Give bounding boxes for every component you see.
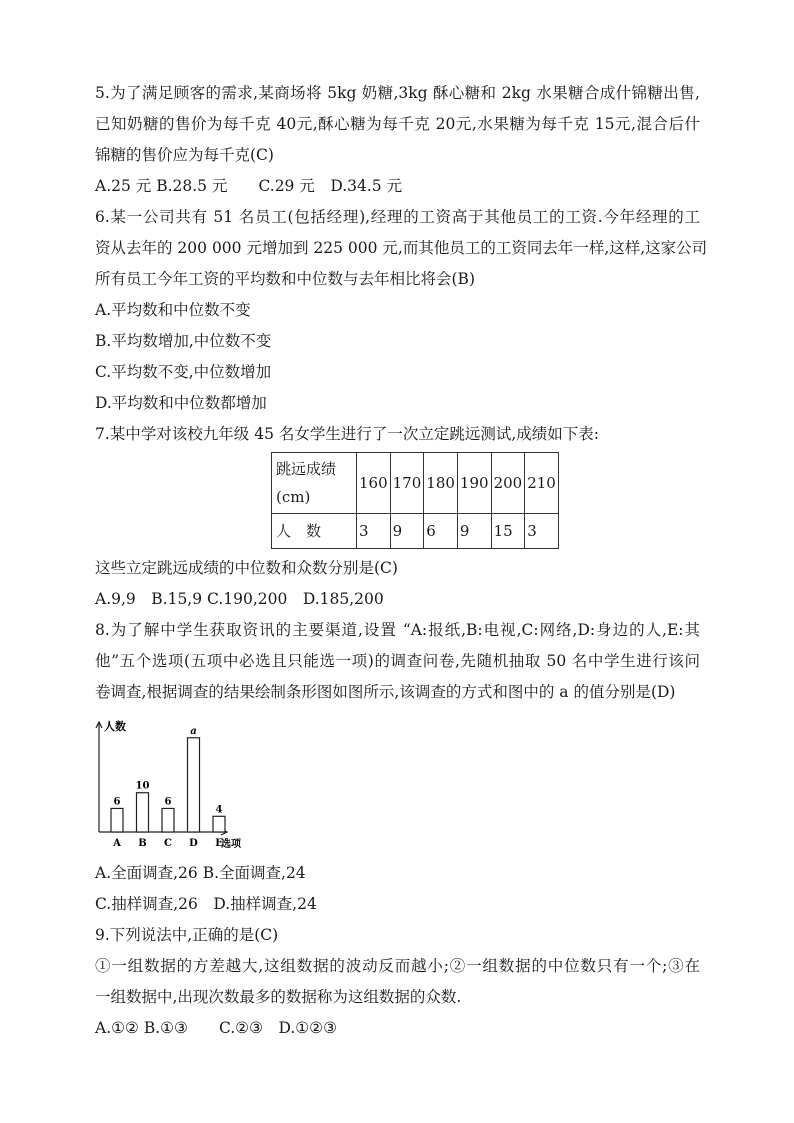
bar-c <box>162 808 174 832</box>
question-8-options-1: A.全面调查,26 B.全面调查,24 <box>95 864 306 882</box>
table-cell: 3 <box>357 514 391 549</box>
data-label-b: 10 <box>135 780 150 792</box>
question-9-options: A.①② B.①③ C.②③ D.①②③ <box>95 1019 337 1037</box>
question-9-stem: 9.下列说法中,正确的是(C) <box>95 926 279 944</box>
score-table <box>271 452 559 549</box>
data-label-a: 6 <box>113 796 121 808</box>
question-8-options-2: C.抽样调查,26 D.抽样调查,24 <box>95 895 317 913</box>
question-6-line-2: 资从去年的 200 000 元增加到 225 000 元,而其他员工的工资同去年一样,这样,这家公司 <box>95 239 708 257</box>
document-page <box>95 78 708 1044</box>
question-5-line-1: 5.为了满足顾客的需求,某商场将 5kg 奶糖,3kg 酥心糖和 2kg 水果糖合成什锦糖出售, <box>95 84 700 102</box>
table-cell: 3 <box>525 514 559 549</box>
question-6-option-d: D.平均数和中位数都增加 <box>95 394 267 412</box>
table-row <box>272 453 559 514</box>
question-7-question: 这些立定跳远成绩的中位数和众数分别是(C) <box>95 559 398 577</box>
question-8-line-2: 他”五个选项(五项中必选且只能选一项)的调查问卷,先随机抽取 50 名中学生进行该问 <box>95 652 700 670</box>
question-8-line-3: 卷调查,根据调查的结果绘制条形图如图所示,该调查的方式和图中的 a 的值分别是(D) <box>95 683 676 701</box>
question-6 <box>95 202 708 419</box>
table-cell: 210 <box>525 453 559 514</box>
table-cell: 190 <box>457 453 491 514</box>
question-9 <box>95 920 700 1044</box>
question-6-option-c: C.平均数不变,中位数增加 <box>95 363 272 381</box>
question-7-stem: 7.某中学对该校九年级 45 名女学生进行了一次立定跳远测试,成绩如下表: <box>95 425 600 443</box>
data-label-d: a <box>190 725 197 737</box>
table-cell: 9 <box>457 514 491 549</box>
question-6-option-b: B.平均数增加,中位数不变 <box>95 332 272 350</box>
bar-d <box>188 738 200 832</box>
question-5-options: A.25 元 B.28.5 元 C.29 元 D.34.5 元 <box>95 177 403 195</box>
bar-chart-svg <box>95 714 265 854</box>
question-5 <box>95 78 700 202</box>
bar-a <box>111 808 123 832</box>
table-cell: 9 <box>390 514 424 549</box>
question-6-line-3: 所有员工今年工资的平均数和中位数与去年相比将会(B) <box>95 270 475 288</box>
table-cell: 6 <box>424 514 458 549</box>
question-6-option-a: A.平均数和中位数不变 <box>95 301 251 319</box>
table-cell: 180 <box>424 453 458 514</box>
bar-e <box>213 816 225 832</box>
question-9-line-1: ①一组数据的方差越大,这组数据的波动反而越小;②一组数据的中位数只有一个;③在 <box>95 957 700 975</box>
question-5-line-2: 已知奶糖的售价为每千克 40元,酥心糖为每千克 20元,水果糖为每千克 15元,混合后什 <box>95 115 700 133</box>
question-8-line-1: 8.为了解中学生获取资讯的主要渠道,设置 “A:报纸,B:电视,C:网络,D:身边的人,E:其 <box>95 621 700 639</box>
question-7-options: A.9,9 B.15,9 C.190,200 D.185,200 <box>95 590 384 608</box>
table-cell: 160 <box>357 453 391 514</box>
bar-chart <box>95 714 265 854</box>
table-row <box>272 514 559 549</box>
question-6-line-1: 6.某一公司共有 51 名员工(包括经理),经理的工资高于其他员工的工资.今年经理的工 <box>95 208 700 226</box>
tick-label-a: A <box>113 838 121 849</box>
question-9-line-2: 一组数据中,出现次数最多的数据称为这组数据的众数. <box>95 988 462 1006</box>
tick-label-b: B <box>138 838 147 849</box>
x-axis-label: 选项 <box>221 839 241 850</box>
table-cell: 200 <box>491 453 525 514</box>
bar-b <box>137 793 149 832</box>
question-8 <box>95 615 700 920</box>
question-7 <box>95 419 700 615</box>
question-5-line-3: 锦糖的售价应为每千克(C) <box>95 146 274 164</box>
table-cell: 15 <box>491 514 525 549</box>
table-header-count: 人 数 <box>272 514 357 549</box>
tick-label-d: D <box>189 838 198 849</box>
table-header-score-unit: (cm) <box>276 488 311 506</box>
data-label-c: 6 <box>164 796 172 808</box>
tick-label-c: C <box>164 838 172 849</box>
data-label-e: 4 <box>215 804 223 816</box>
y-axis-label: 人数 <box>104 720 126 733</box>
table-header-score-label: 跳远成绩 <box>276 460 337 478</box>
table-header-score <box>272 453 357 514</box>
table-cell: 170 <box>390 453 424 514</box>
tick-label-e: E <box>215 838 223 849</box>
